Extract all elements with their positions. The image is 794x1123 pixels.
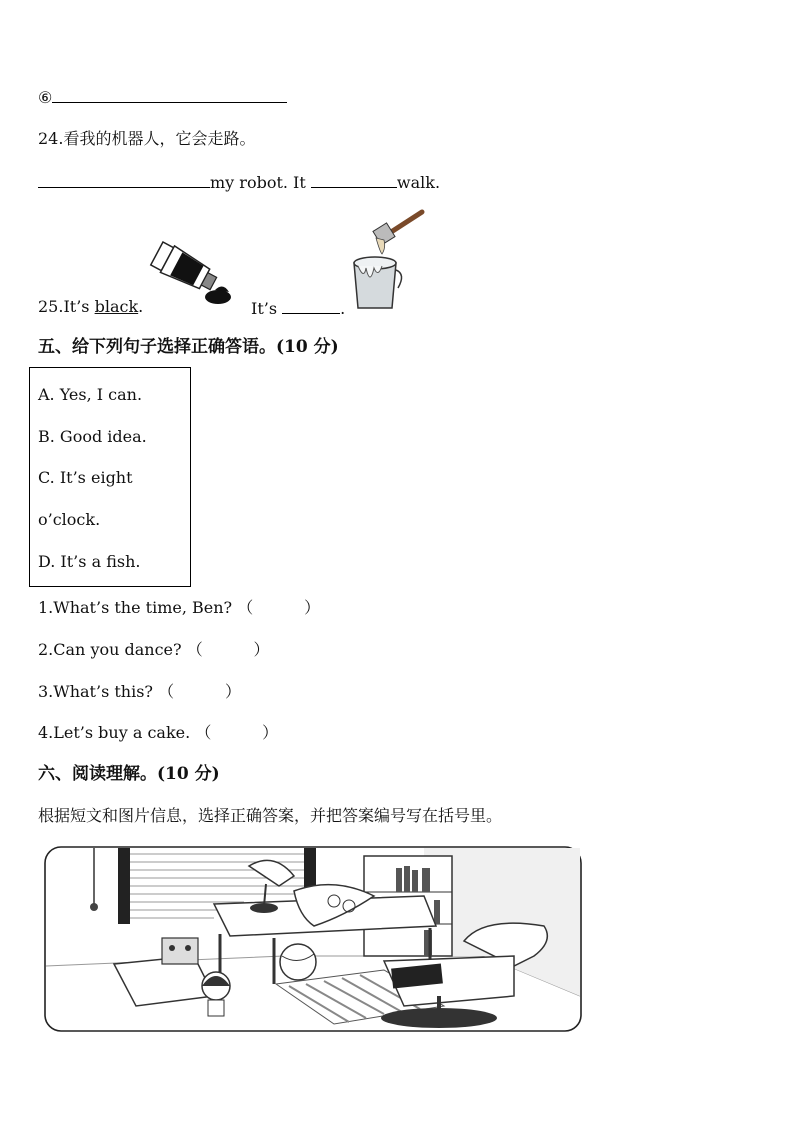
paint-tube-illustration (145, 240, 240, 310)
q25-underlined-word: black (94, 297, 139, 316)
question-24-sentence (38, 171, 440, 193)
q25-sentence2-post: . (340, 299, 346, 318)
question-25-sentence-1 (38, 297, 143, 317)
answer-options-box (29, 367, 191, 587)
section-6-instruction: 根据短文和图片信息，选择正确答案，并把答案编号写在括号里。 (38, 806, 503, 825)
answer-parentheses[interactable]: （ ） (158, 682, 241, 701)
section-5-question-1 (38, 598, 320, 618)
section-5-question-2 (38, 640, 270, 660)
circled-number-marker: ⑥ (38, 88, 53, 107)
q25-sentence1-post: . (138, 297, 144, 316)
option-a: A. Yes, I can. (38, 385, 143, 404)
answer-blank[interactable] (282, 297, 340, 314)
q24-text-part1: my robot. It (210, 173, 306, 192)
section-5-question-4 (38, 723, 278, 743)
question-25-sentence-2 (251, 297, 345, 319)
question-24-prompt: 24.看我的机器人，它会走路。 (38, 129, 256, 148)
answer-parentheses[interactable]: （ ） (195, 723, 279, 742)
question-text: 4.Let’s buy a cake. (38, 723, 191, 742)
answer-blank-2[interactable] (311, 171, 397, 188)
option-d: D. It’s a fish. (38, 552, 141, 571)
paint-bucket-illustration (346, 208, 428, 313)
question-text: 1.What’s the time, Ben? (38, 598, 233, 617)
q24-text-part2: walk. (396, 173, 441, 192)
question-text: 3.What’s this? (38, 682, 154, 701)
option-c-continued: o’clock. (38, 510, 101, 529)
answer-blank[interactable] (52, 86, 287, 103)
section-5-heading: 五、给下列句子选择正确答语。(10 分) (38, 337, 339, 357)
answer-parentheses[interactable]: （ ） (186, 640, 270, 659)
section-5-question-3 (38, 682, 241, 702)
answer-blank-1[interactable] (38, 171, 210, 188)
q25-sentence1-pre: It’s (63, 297, 95, 316)
q25-sentence2-pre: It’s (251, 299, 278, 318)
q25-number: 25. (38, 297, 64, 316)
question-text: 2.Can you dance? (38, 640, 182, 659)
option-c: C. It’s eight (38, 468, 133, 487)
section-6-heading: 六、阅读理解。(10 分) (38, 764, 220, 784)
option-b: B. Good idea. (38, 427, 147, 446)
bedroom-scene-illustration (44, 846, 582, 1032)
answer-line-6[interactable] (38, 86, 287, 108)
answer-parentheses[interactable]: （ ） (237, 598, 321, 617)
